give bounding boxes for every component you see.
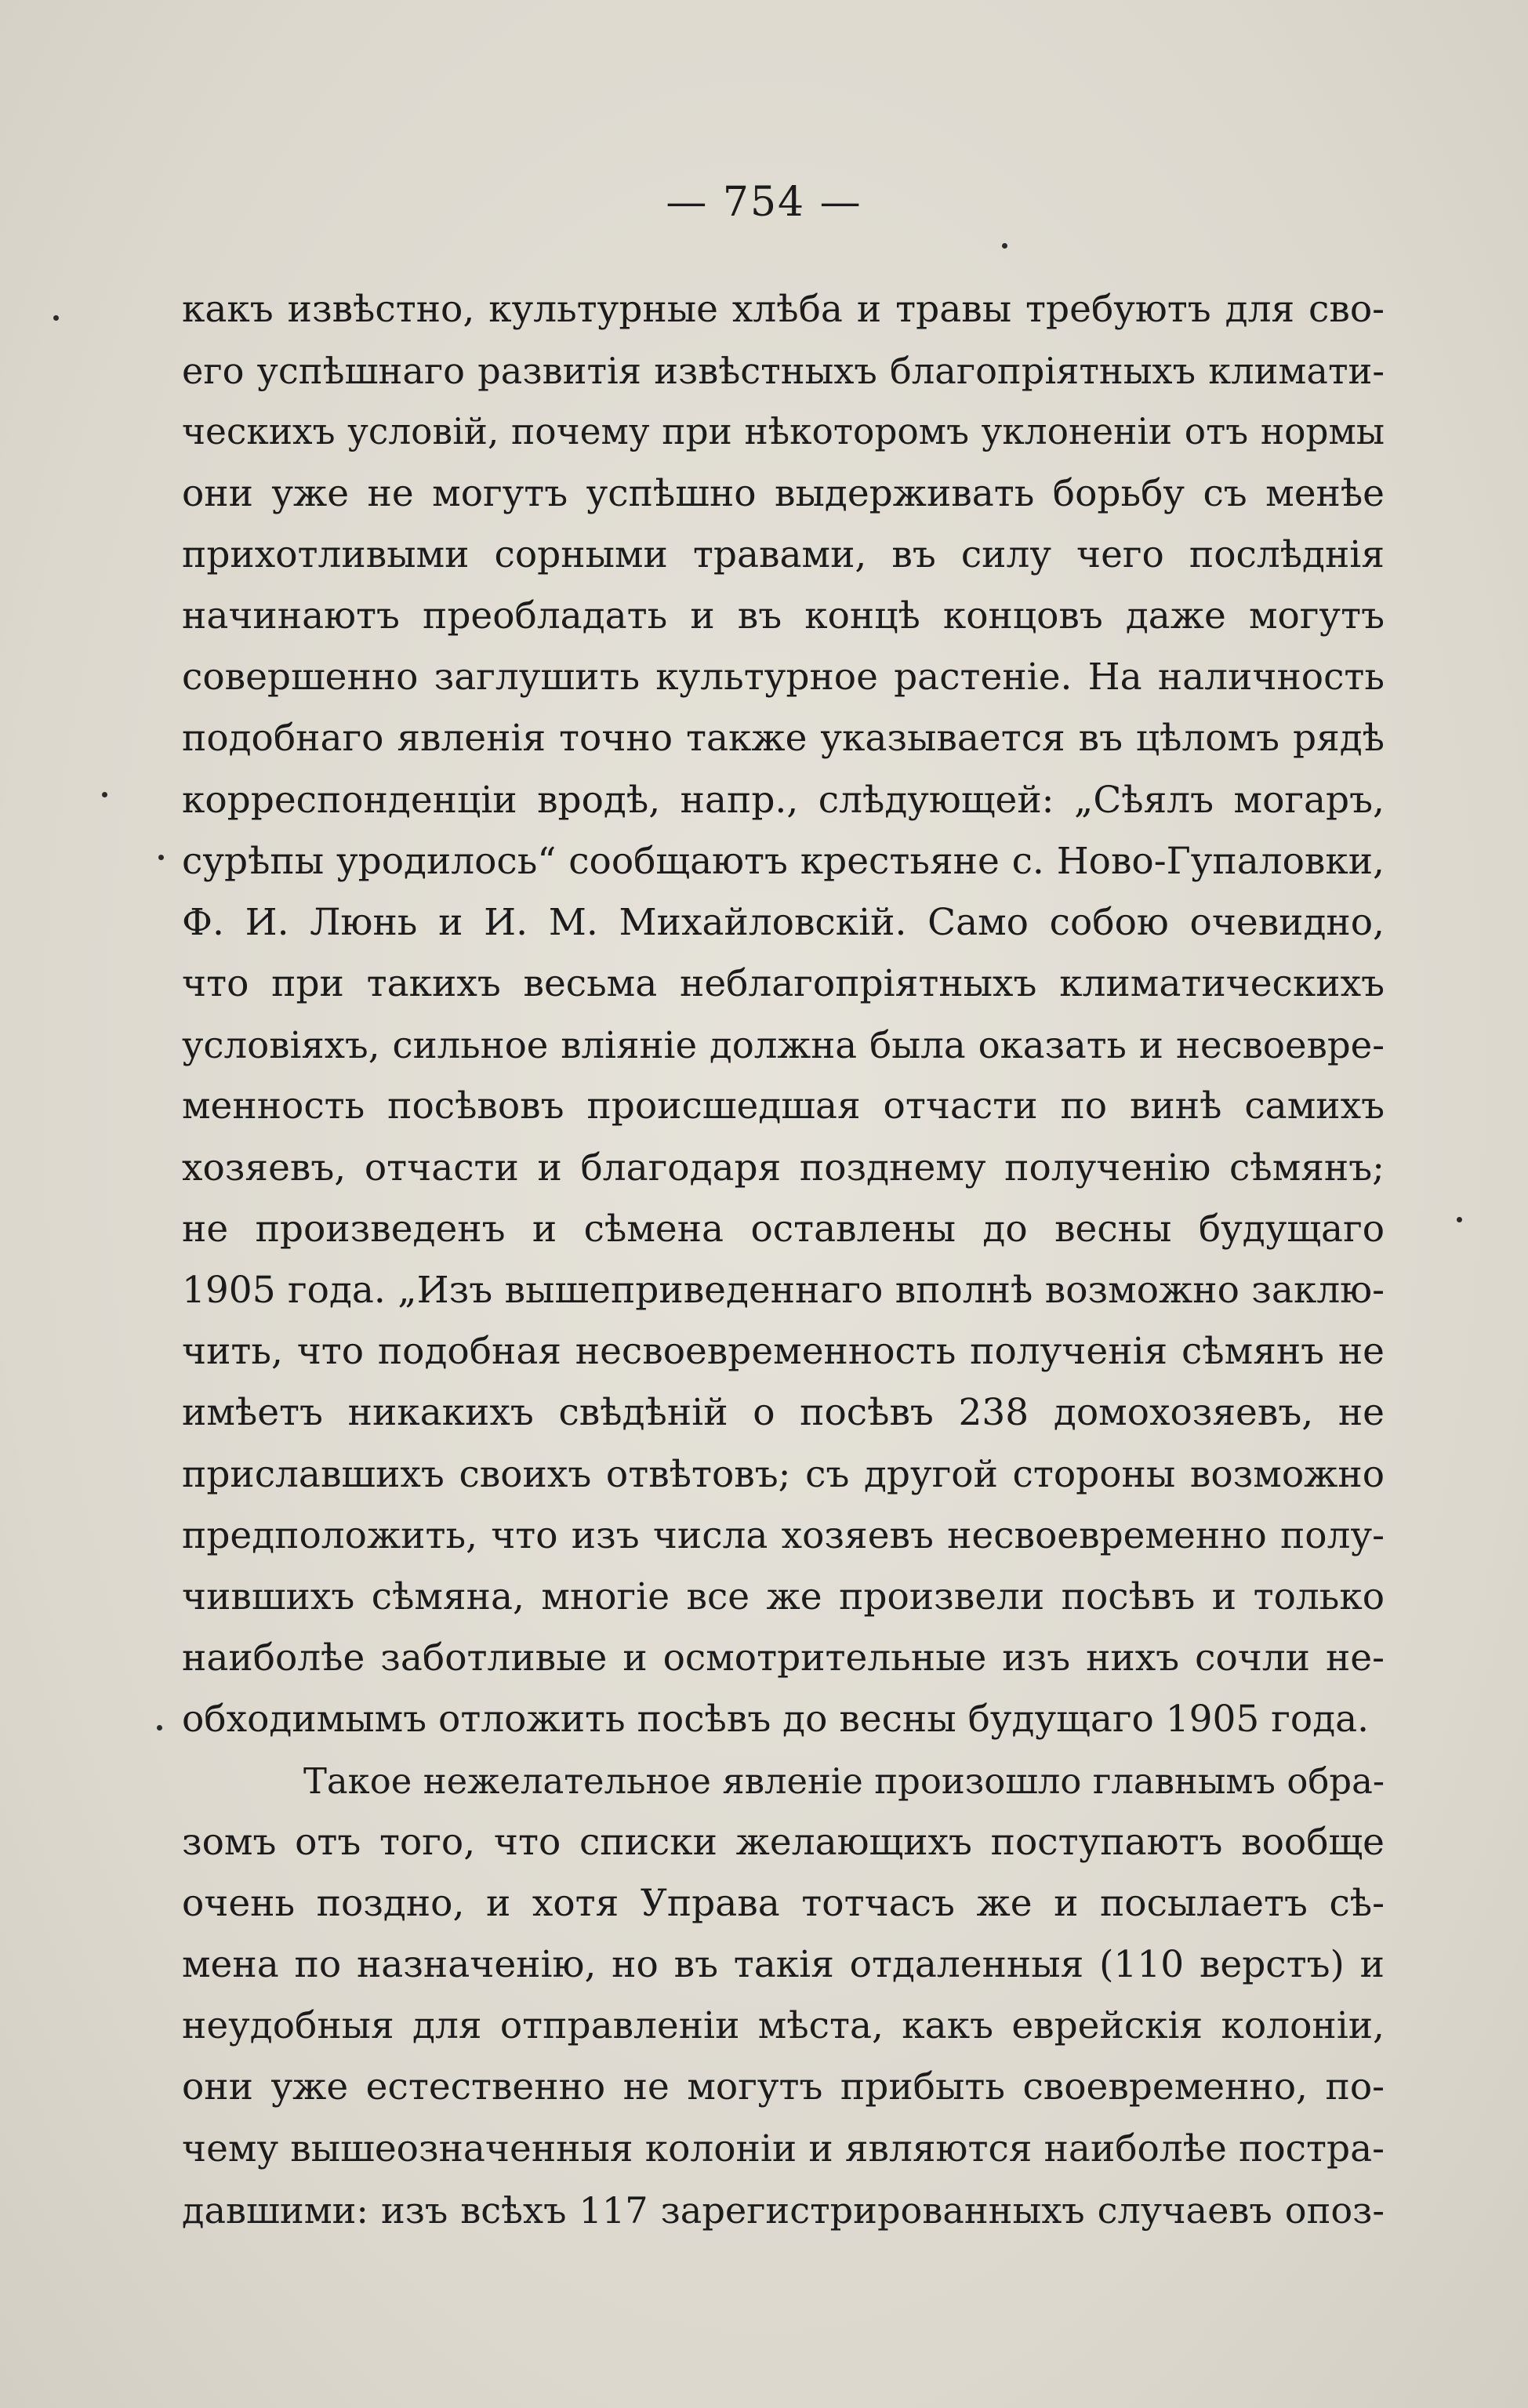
text-line: чившихъ сѣмяна, многіе все же произвели посѣвъ и только — [182, 1574, 1385, 1618]
text-line: условіяхъ, сильное вліяніе должна была оказать и несвоевре- — [182, 1024, 1385, 1067]
text-line: ческихъ условій, почему при нѣкоторомъ уклоненіи отъ нормы — [182, 411, 1385, 453]
text-line: сурѣпы уродилось“ сообщаютъ крестьяне с. Ново-Гупаловки, — [182, 839, 1385, 883]
text-line: корреспонденціи вродѣ, напр., слѣдующей: „Сѣялъ могаръ, — [182, 778, 1385, 822]
text-line: чему вышеозначенныя колоніи и являются наиболѣе постра- — [182, 2127, 1385, 2170]
text-line: подобнаго явленія точно также указывается въ цѣломъ рядѣ — [182, 717, 1385, 761]
text-line: неудобныя для отправленіи мѣста, какъ еврейскія колоніи, — [182, 2004, 1385, 2048]
text-line: какъ извѣстно, культурные хлѣба и травы требуютъ для сво- — [182, 288, 1385, 331]
text-line: прихотливыми сорными травами, въ силу чего послѣднія — [182, 532, 1385, 576]
text-line: наиболѣе заботливые и осмотрительные изъ нихъ сочли не- — [182, 1636, 1385, 1680]
text-line: приславшихъ своихъ отвѣтовъ; съ другой стороны возможно — [182, 1452, 1385, 1496]
text-line: они уже естественно не могутъ прибыть своевременно, по- — [182, 2065, 1385, 2109]
text-line: что при такихъ весьма неблагопріятныхъ климатическихъ — [182, 962, 1385, 1006]
body-text — [182, 279, 1385, 2241]
text-line: чить, что подобная несвоевременность полученія сѣмянъ не — [182, 1330, 1385, 1374]
ink-speck — [158, 855, 164, 860]
text-line: совершенно заглушить культурное растеніе. На наличность — [182, 656, 1385, 699]
text-line: имѣетъ никакихъ свѣдѣній о посѣвъ 238 домохозяевъ, не — [182, 1391, 1385, 1435]
text-line: 1905 года. „Изъ вышеприведеннаго вполнѣ возможно заклю- — [182, 1269, 1385, 1312]
text-line: очень поздно, и хотя Управа тотчасъ же и посылаетъ сѣ- — [182, 1881, 1385, 1925]
paragraph-start-line: Такое нежелательное явленіе произошло главнымъ обра- — [303, 1760, 1385, 1802]
text-line: предположить, что изъ числа хозяевъ несвоевременно полу- — [182, 1513, 1385, 1557]
text-line: они уже не могутъ успѣшно выдерживать борьбу съ менѣе — [182, 471, 1385, 515]
text-line: менность посѣвовъ происшедшая отчасти по винѣ самихъ — [182, 1084, 1385, 1128]
paragraph-end-line: обходимымъ отложить посѣвъ до весны будущаго 1905 года. — [182, 1698, 1370, 1742]
text-line: хозяевъ, отчасти и благодаря позднему полученію сѣмянъ; — [182, 1146, 1385, 1189]
text-line: начинаютъ преобладать и въ концѣ концовъ даже могутъ — [182, 594, 1385, 637]
text-line: не произведенъ и сѣмена оставлены до весны будущаго — [182, 1207, 1385, 1251]
text-line: мена по назначенію, но въ такія отдаленныя (110 верстъ) и — [182, 1943, 1385, 1987]
text-line: зомъ отъ того, что списки желающихъ поступаютъ вообще — [182, 1820, 1385, 1864]
text-line: давшими: изъ всѣхъ 117 зарегистрированныхъ случаевъ опоз- — [182, 2188, 1385, 2232]
text-line: его успѣшнаго развитія извѣстныхъ благопріятныхъ климати- — [182, 350, 1385, 393]
ink-speck — [102, 792, 107, 797]
page-number: — 754 — — [666, 179, 862, 226]
ink-speck — [157, 1725, 162, 1731]
ink-speck — [53, 315, 59, 321]
ink-speck — [1457, 1217, 1462, 1222]
ink-speck — [1002, 243, 1007, 249]
text-line: Ф. И. Люнь и И. М. Михайловскій. Само собою очевидно, — [182, 900, 1385, 944]
